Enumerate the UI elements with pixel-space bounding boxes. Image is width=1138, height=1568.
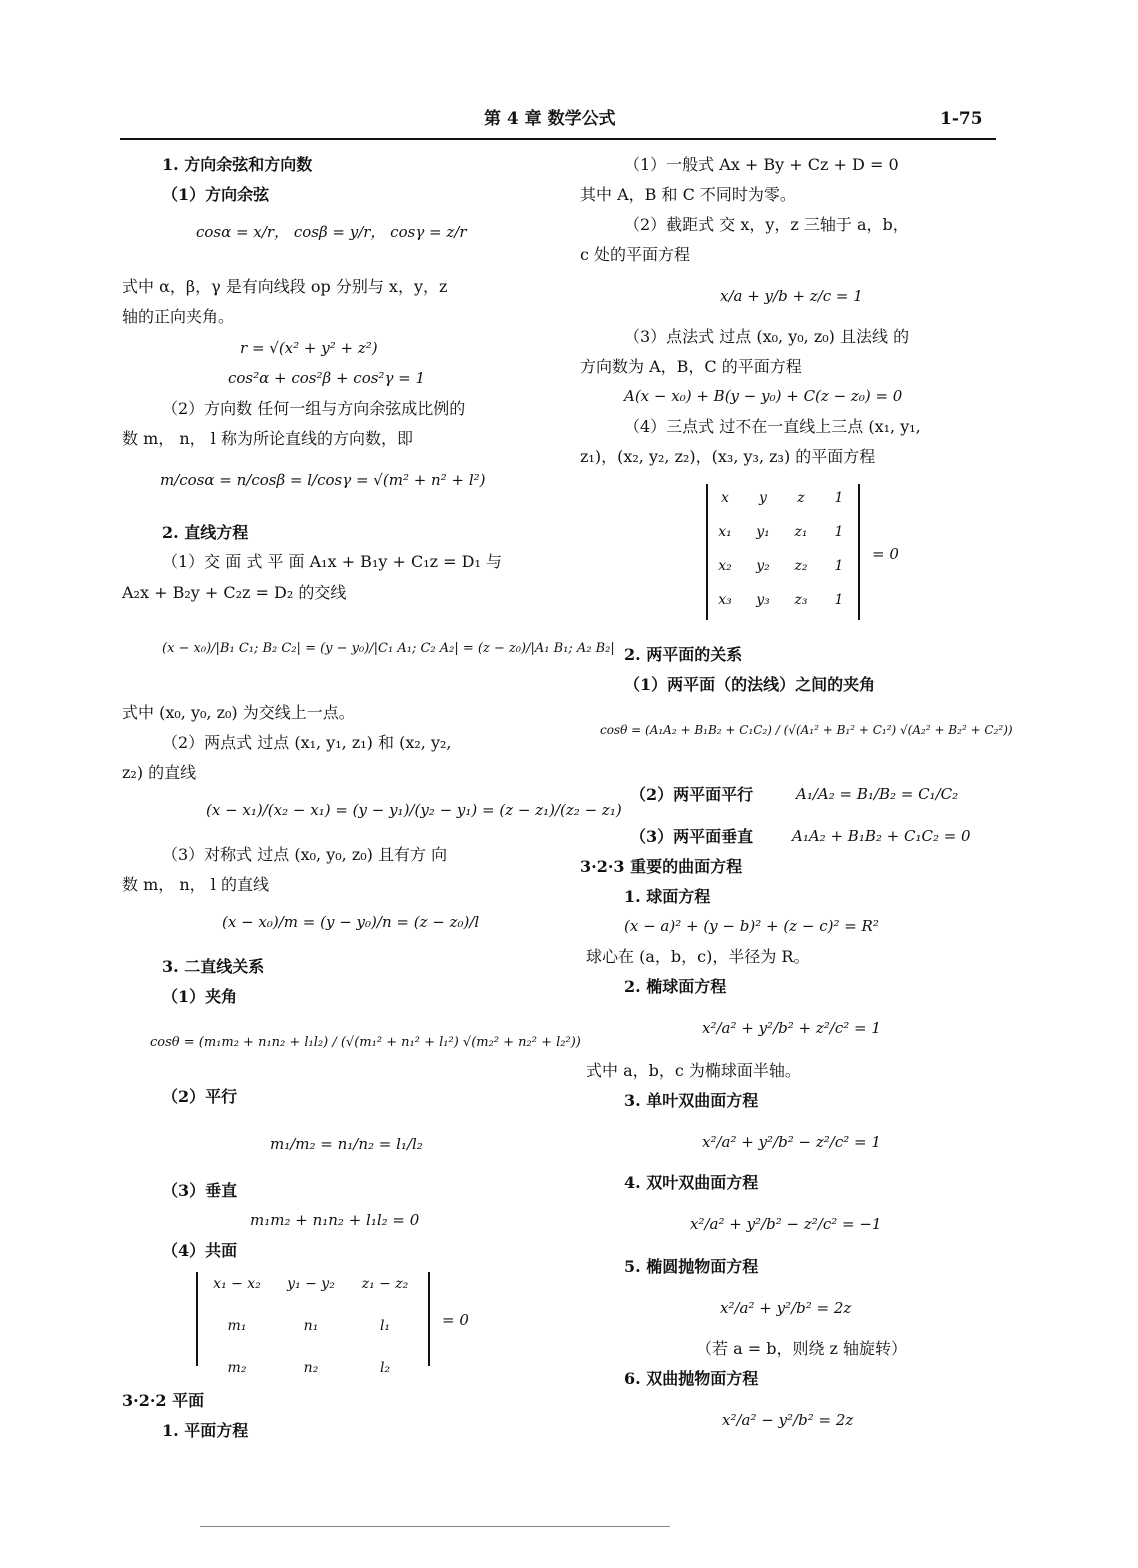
- equation-intercept: x/a + y/b + z/c = 1: [720, 287, 863, 305]
- equation-parallel: m₁/m₂ = n₁/n₂ = l₁/l₂: [270, 1135, 423, 1153]
- det-cell: 1: [834, 592, 844, 608]
- section-heading-direction-cosines: 1. 方向余弦和方向数: [162, 155, 313, 174]
- subheading-plane-equation: 1. 平面方程: [162, 1421, 249, 1440]
- section-heading-line-equation: 2. 直线方程: [162, 523, 249, 542]
- equation-angle: cosθ = (m₁m₂ + n₁n₂ + l₁l₂) / (√(m₁² + n₁² + l₁²) √(m₂² + n₂² + l₂²)): [150, 1035, 581, 1050]
- equation-sphere: (x − a)² + (y − b)² + (z − c)² = R²: [624, 917, 879, 935]
- equation-perpendicular: m₁m₂ + n₁n₂ + l₁l₂ = 0: [250, 1211, 420, 1229]
- text-intersect-1: （1）交 面 式 平 面 A₁x + B₁y + C₁z = D₁ 与: [162, 552, 502, 571]
- determinant-equals-zero: = 0: [872, 545, 899, 563]
- equation-two-point: (x − x₁)/(x₂ − x₁) = (y − y₁)/(y₂ − y₁) = (z − z₁)/(z₂ − z₁): [206, 801, 622, 819]
- section-heading-two-planes: 2. 两平面的关系: [624, 645, 743, 664]
- det-cell: y₁: [756, 524, 770, 540]
- det-cell: z₃: [794, 592, 808, 608]
- det-cell: 1: [834, 490, 844, 506]
- subheading-plane-angle: （1）两平面（的法线）之间的夹角: [624, 675, 876, 694]
- equation-plane-angle: cosθ = (A₁A₂ + B₁B₂ + C₁C₂) / (√(A₁² + B₁² + C₁²) √(A₂² + B₂² + C₂²)): [600, 723, 1013, 737]
- equation-r: r = √(x² + y² + z²): [240, 339, 378, 357]
- subheading-parallel: （2）平行: [162, 1087, 238, 1106]
- equation-ellipsoid: x²/a² + y²/b² + z²/c² = 1: [702, 1019, 881, 1037]
- text-three-point-2: z₁)，(x₂, y₂, z₂)，(x₃, y₃, z₃) 的平面方程: [580, 447, 876, 466]
- section-heading-surfaces: 3·2·3 重要的曲面方程: [580, 857, 743, 876]
- subheading-perpendicular: （3）垂直: [162, 1181, 238, 1200]
- text-general-form: （1）一般式 Ax + By + Cz + D = 0: [624, 155, 899, 174]
- equation-cos: cosα = x/r， cosβ = y/r， cosγ = z/r: [196, 223, 467, 241]
- coplanar-determinant: [200, 1276, 422, 1376]
- det-cell: l₁: [379, 1318, 391, 1334]
- equation-elliptic-paraboloid: x²/a² + y²/b² = 2z: [720, 1299, 852, 1317]
- det-cell: m₁: [227, 1318, 247, 1334]
- text-two-point-2: z₂) 的直线: [122, 763, 197, 782]
- det-cell: y₂: [756, 558, 770, 574]
- section-heading-two-lines: 3. 二直线关系: [162, 957, 265, 976]
- det-cell: y₃: [756, 592, 770, 608]
- text-point-normal-2: 方向数为 A，B，C 的平面方程: [580, 357, 802, 376]
- subheading-ellipsoid: 2. 椭球面方程: [624, 977, 727, 996]
- det-cell: n₂: [303, 1360, 319, 1376]
- footer-rule: [200, 1526, 670, 1527]
- text-intercept-2: c 处的平面方程: [580, 245, 691, 264]
- det-cell: z₁: [794, 524, 808, 540]
- subheading-angle: （1）夹角: [162, 987, 238, 1006]
- equation-hyperboloid-two-sheets: x²/a² + y²/b² − z²/c² = −1: [690, 1215, 882, 1233]
- subheading-hyperboloid-one-sheet: 3. 单叶双曲面方程: [624, 1091, 759, 1110]
- det-cell: x₁ − x₂: [213, 1276, 261, 1292]
- text-symmetric-2: 数 m， n， l 的直线: [122, 875, 269, 894]
- text-ellipsoid-note: 式中 a，b，c 为椭球面半轴。: [586, 1061, 801, 1080]
- equation-symmetric: (x − x₀)/m = (y − y₀)/n = (z − z₀)/l: [222, 913, 480, 931]
- chapter-title: 第 4 章 数学公式: [484, 109, 616, 129]
- text-general-note: 其中 A，B 和 C 不同时为零。: [580, 185, 796, 204]
- det-cell: x₂: [718, 558, 732, 574]
- determinant-right-bar: [858, 484, 860, 620]
- subheading-sphere: 1. 球面方程: [624, 887, 711, 906]
- det-cell: l₂: [379, 1360, 391, 1376]
- subheading-plane-perpendicular: （3）两平面垂直: [630, 827, 754, 846]
- equation-point-normal: A(x − x₀) + B(y − y₀) + C(z − z₀) = 0: [624, 387, 903, 405]
- equation-cos-sum: cos²α + cos²β + cos²γ = 1: [228, 369, 426, 387]
- text-point-on-line: 式中 (x₀, y₀, z₀) 为交线上一点。: [122, 703, 355, 722]
- subheading-direction-cosine: （1）方向余弦: [162, 185, 270, 204]
- text-intercept-1: （2）截距式 交 x，y，z 三轴于 a，b，: [624, 215, 909, 234]
- header-rule: [120, 138, 996, 140]
- text-two-point-1: （2）两点式 过点 (x₁, y₁, z₁) 和 (x₂, y₂,: [162, 733, 452, 752]
- det-cell: z₂: [794, 558, 808, 574]
- determinant-left-bar: [196, 1272, 198, 1366]
- text-sphere-note: 球心在 (a，b，c)，半径为 R。: [586, 947, 810, 966]
- equation-plane-perpendicular: A₁A₂ + B₁B₂ + C₁C₂ = 0: [792, 827, 971, 845]
- subheading-coplanar: （4）共面: [162, 1241, 238, 1260]
- subheading-elliptic-paraboloid: 5. 椭圆抛物面方程: [624, 1257, 759, 1276]
- text-direction-number-2: 数 m， n， l 称为所论直线的方向数，即: [122, 429, 413, 448]
- text-point-normal-1: （3）点法式 过点 (x₀, y₀, z₀) 且法线 的: [624, 327, 910, 346]
- det-cell: 1: [834, 558, 844, 574]
- det-cell: z₁ − z₂: [361, 1276, 409, 1292]
- text-elliptic-paraboloid-note: （若 a = b，则绕 z 轴旋转）: [696, 1339, 908, 1358]
- subheading-plane-parallel: （2）两平面平行: [630, 785, 754, 804]
- three-point-determinant: [706, 490, 858, 608]
- equation-hyperboloid-one-sheet: x²/a² + y²/b² − z²/c² = 1: [702, 1133, 881, 1151]
- det-cell: z: [797, 490, 805, 506]
- subheading-hyperbolic-paraboloid: 6. 双曲抛物面方程: [624, 1369, 759, 1388]
- determinant-right-bar: [428, 1272, 430, 1366]
- text-three-point-1: （4）三点式 过不在一直线上三点 (x₁, y₁,: [624, 417, 921, 436]
- subheading-hyperboloid-two-sheets: 4. 双叶双曲面方程: [624, 1173, 759, 1192]
- text-direction-number-1: （2）方向数 任何一组与方向余弦成比例的: [162, 399, 466, 418]
- text-intersect-2: A₂x + B₂y + C₂z = D₂ 的交线: [122, 583, 347, 602]
- section-heading-plane: 3·2·2 平面: [122, 1391, 205, 1410]
- equation-direction-number: m/cosα = n/cosβ = l/cosγ = √(m² + n² + l²): [160, 471, 486, 489]
- page-number: 1-75: [940, 109, 983, 129]
- det-cell: 1: [834, 524, 844, 540]
- det-cell: y₁ − y₂: [287, 1276, 335, 1292]
- det-cell: n₁: [303, 1318, 319, 1334]
- text-symmetric-1: （3）对称式 过点 (x₀, y₀, z₀) 且有方 向: [162, 845, 448, 864]
- equation-plane-parallel: A₁/A₂ = B₁/B₂ = C₁/C₂: [796, 785, 959, 803]
- det-cell: y: [759, 490, 767, 506]
- text-angles-line2: 轴的正向夹角。: [122, 307, 235, 326]
- equation-intersect: (x − x₀)/|B₁ C₁; B₂ C₂| = (y − y₀)/|C₁ A₁; C₂ A₂| = (z − z₀)/|A₁ B₁; A₂ B₂|: [162, 641, 615, 656]
- det-cell: x₁: [718, 524, 732, 540]
- det-cell: x: [721, 490, 729, 506]
- text-angles-line1: 式中 α，β，γ 是有向线段 op 分别与 x，y，z: [122, 277, 448, 296]
- det-cell: x₃: [718, 592, 732, 608]
- determinant-equals-zero: = 0: [442, 1311, 469, 1329]
- equation-hyperbolic-paraboloid: x²/a² − y²/b² = 2z: [722, 1411, 854, 1429]
- det-cell: m₂: [227, 1360, 247, 1376]
